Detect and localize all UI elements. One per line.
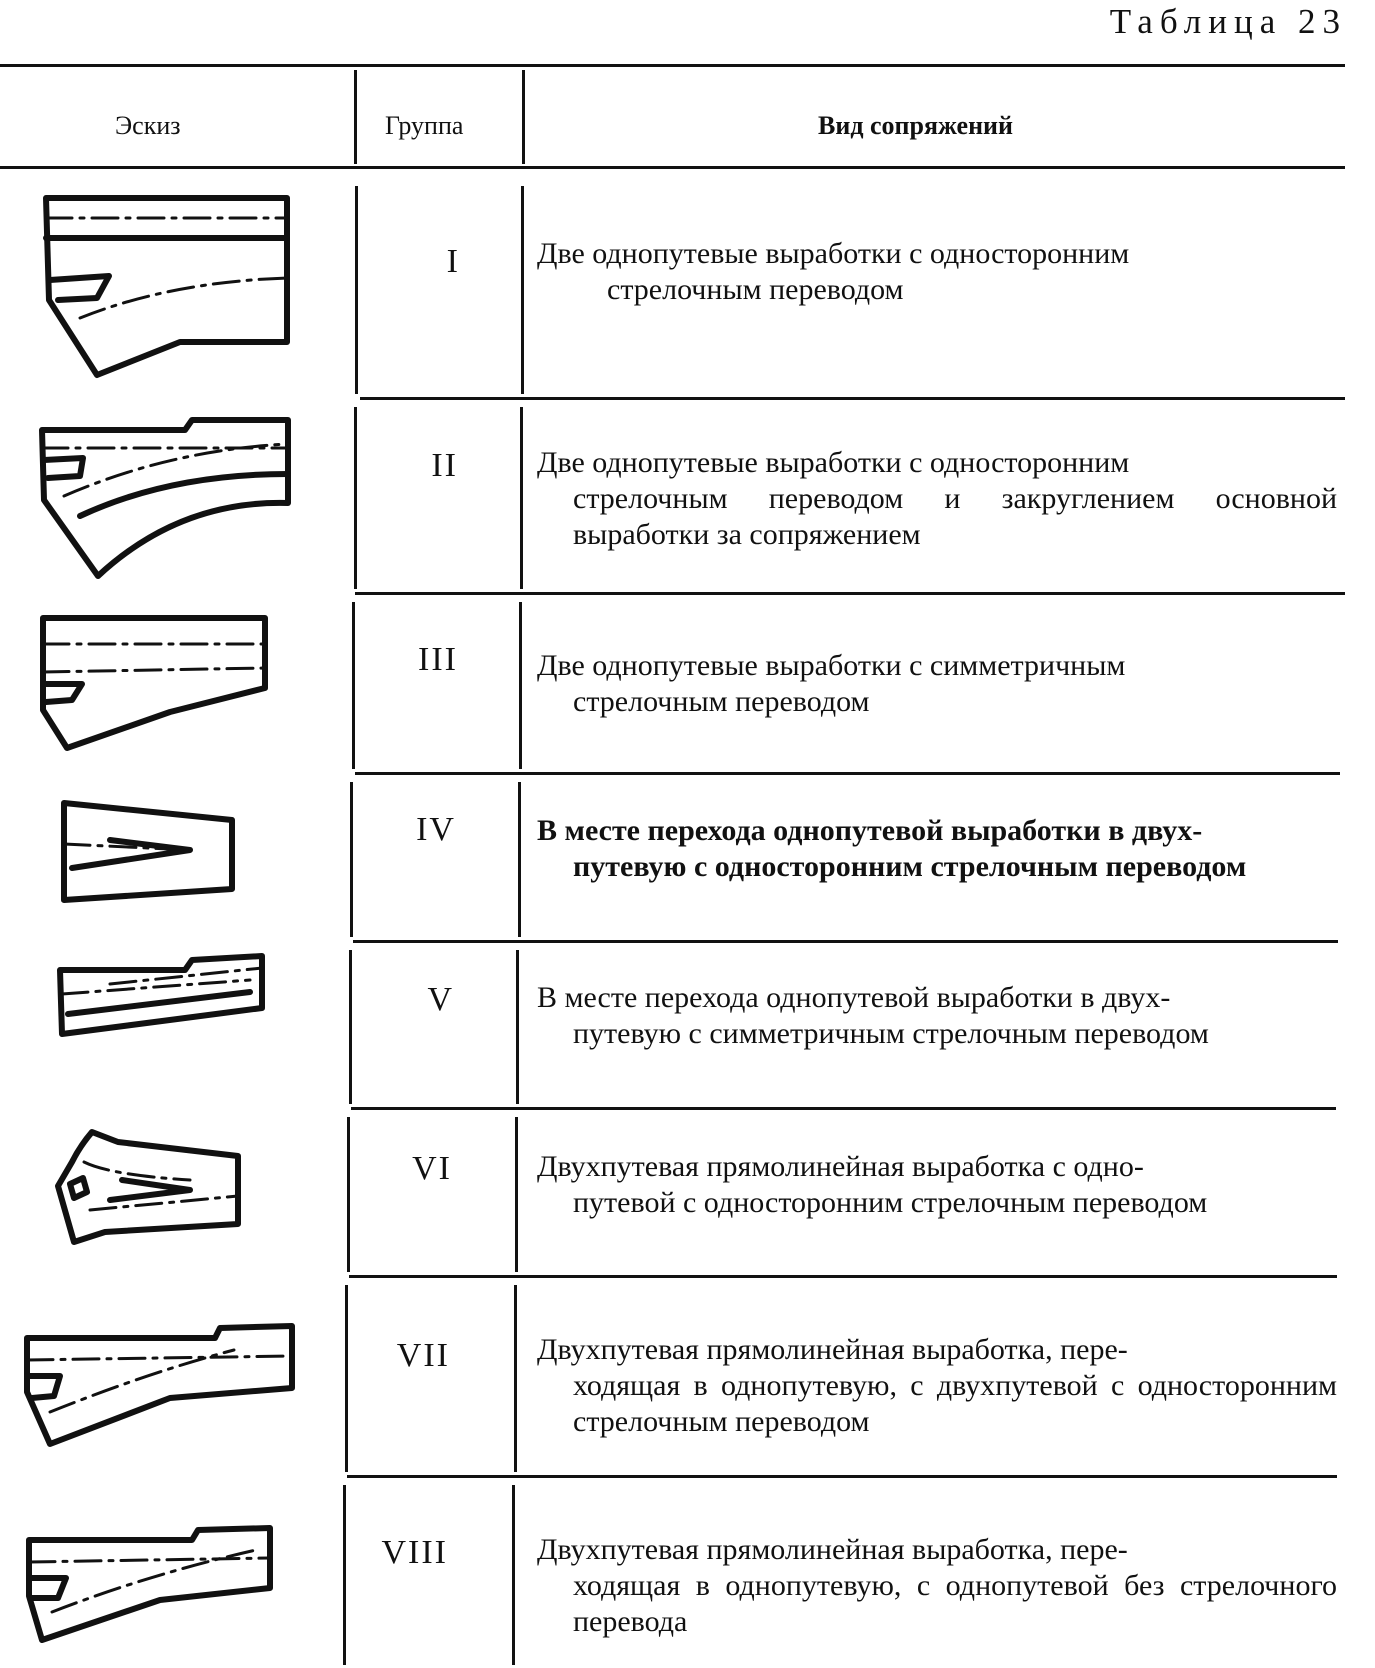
connection-description <box>537 1532 1337 1640</box>
row-divider <box>355 592 1345 595</box>
single-track-symmetric-turnout-sketch <box>0 610 320 760</box>
table-caption: Таблица 23 <box>1109 2 1347 41</box>
column-rule-sketch-group <box>347 1117 350 1272</box>
column-rule-group-type <box>521 186 524 394</box>
column-rule-group-type <box>512 1485 515 1665</box>
description-continuation: ходящая в однопутевую, с двухпутевой с односторонним стрелочным переводом <box>573 1369 1337 1438</box>
header-bottom-rule <box>0 166 1345 169</box>
double-straight-with-single-one-sided-sketch <box>0 1125 320 1265</box>
column-rule-sketch-group <box>350 782 353 937</box>
column-rule-sketch-group <box>345 1285 348 1472</box>
header-group: Группа <box>385 111 464 140</box>
header-connection-type: Вид сопряжений <box>818 111 1014 140</box>
group-number: IV <box>416 811 456 848</box>
connection-description <box>537 648 1337 720</box>
description-line: Две однопутевые выработки с односторонним <box>537 446 1130 479</box>
row-divider <box>360 397 1345 400</box>
connection-description <box>537 1332 1337 1440</box>
connection-description <box>537 236 1337 308</box>
description-line: Две однопутевые выработки с симметричным <box>537 649 1126 682</box>
double-to-single-with-double-one-sided-sketch <box>0 1315 320 1455</box>
column-rule-sketch-group <box>354 407 357 589</box>
column-rule-sketch-group <box>354 70 357 164</box>
column-rule-group-type <box>519 602 522 769</box>
column-rule-group-type <box>518 782 521 937</box>
double-to-single-with-single-no-turnout-sketch <box>0 1510 320 1650</box>
column-rule-group-type <box>522 70 525 164</box>
column-rule-group-type <box>516 950 519 1104</box>
single-to-double-one-sided-turnout-sketch <box>0 795 320 915</box>
description-line: Двухпутевая прямолинейная выработка, пере- <box>537 1533 1128 1566</box>
column-rule-sketch-group <box>352 602 355 769</box>
description-line: Двухпутевая прямолинейная выработка с одно- <box>537 1150 1144 1183</box>
row-divider <box>353 940 1338 943</box>
description-continuation: стрелочным переводом и закруглением основной выработки за сопряжением <box>573 482 1337 551</box>
description-line: Две однопутевые выработки с односторонним <box>537 237 1130 270</box>
single-track-one-sided-turnout-sketch <box>0 180 320 380</box>
connection-description <box>537 1149 1337 1221</box>
description-line: В месте перехода однопутевой выработки в двух- <box>537 814 1203 847</box>
column-rule-sketch-group <box>349 950 352 1104</box>
single-track-one-sided-turnout-curved-main-sketch <box>0 410 320 580</box>
description-continuation: стрелочным переводом <box>573 685 870 718</box>
description-continuation: стрелочным переводом <box>607 273 904 306</box>
group-number: VI <box>412 1150 452 1187</box>
connection-description <box>537 813 1337 885</box>
description-continuation: путевой с односторонним стрелочным переводом <box>573 1186 1208 1219</box>
connection-description <box>537 980 1337 1052</box>
single-to-double-symmetric-turnout-sketch <box>0 950 320 1050</box>
group-number: I <box>446 243 460 280</box>
column-rule-group-type <box>514 1285 517 1472</box>
column-rule-sketch-group <box>355 186 358 394</box>
row-divider <box>349 1275 1337 1278</box>
description-line: В месте перехода однопутевой выработки в двух- <box>537 981 1171 1014</box>
group-number: V <box>427 981 454 1018</box>
header-top-rule <box>0 64 1345 67</box>
row-divider <box>355 772 1340 775</box>
description-continuation: путевую с симметричным стрелочным переводом <box>573 1017 1209 1050</box>
connection-description <box>537 445 1337 553</box>
column-rule-sketch-group <box>343 1485 346 1665</box>
row-divider <box>347 1475 1337 1478</box>
description-continuation: путевую с односторонним стрелочным переводом <box>573 850 1247 883</box>
row-divider <box>351 1107 1336 1110</box>
description-line: Двухпутевая прямолинейная выработка, пере- <box>537 1333 1128 1366</box>
group-number: II <box>431 447 458 484</box>
group-number: VIII <box>381 1534 448 1571</box>
header-sketch: Эскиз <box>115 111 181 140</box>
column-rule-group-type <box>515 1117 518 1272</box>
column-rule-group-type <box>520 407 523 589</box>
group-number: III <box>418 641 458 678</box>
description-continuation: ходящая в однопутевую, с однопутевой без стрелочного перевода <box>573 1569 1337 1638</box>
group-number: VII <box>396 1337 450 1374</box>
